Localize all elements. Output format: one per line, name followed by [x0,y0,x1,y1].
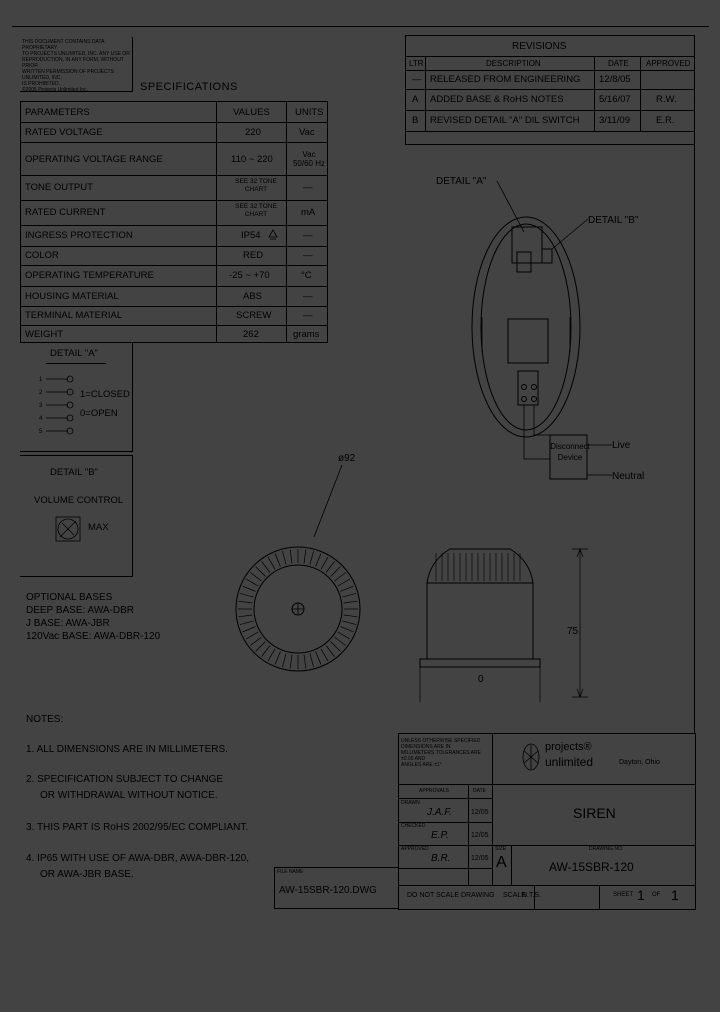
revisions-title: REVISIONS [512,41,567,52]
optional-base-item: 120Vac BASE: AWA-DBR-120 [26,631,161,642]
live-wire [534,405,612,445]
grille-slot [250,572,261,581]
revision-description: RELEASED FROM ENGINEERING [430,74,581,85]
revision-date: 3/11/09 [599,115,630,126]
grille-slot [342,593,356,597]
sheet-total: 1 [671,887,679,903]
grille-slot [246,632,258,639]
approval-name: E.P. [431,830,449,841]
spec-row-parameter: OPERATING VOLTAGE RANGE [25,154,163,165]
spec-row-unit: — [303,291,313,302]
spec-row-unit: grams [293,329,320,340]
approval-role: CHECKED [401,823,426,829]
spec-row-value: IP54 [241,230,261,241]
siren-side-base [420,659,540,667]
size-label: SIZE [495,846,507,852]
optional-base-item: J BASE: AWA-JBR [26,618,110,629]
switch-label: 3 [39,403,43,409]
note-item: OR WITHDRAWAL WITHOUT NOTICE. [40,790,218,801]
grille-slot [331,567,341,577]
grille-slot [331,642,341,652]
grille-slot [326,645,335,656]
grille-slot [334,572,345,581]
switch-label: 5 [39,429,43,435]
revisions-header-ltr: LTR [409,59,424,68]
size-value: A [496,854,507,871]
revisions-header-description: DESCRIPTION [486,59,541,68]
spec-row-unit: Vac 50/60 Hz [292,150,326,168]
width-label: 0 [478,674,484,685]
spec-row-value: SCREW [236,310,272,321]
grille-slot [239,615,253,617]
grille-slot [240,593,254,597]
copyright-line: REPRODUCTION, IN ANY FORM, WITHOUT PRIOR [22,57,124,69]
note-item: OR AWA-JBR BASE. [40,869,134,880]
spec-row-parameter: WEIGHT [25,329,63,340]
diameter-label: ø92 [338,453,356,464]
detail-b-leader [552,219,588,249]
detail-b-subtitle: VOLUME CONTROL [34,495,124,506]
note-item: 1. ALL DIMENSIONS ARE IN MILLIMETERS. [26,744,228,755]
height-label: 75 [567,626,579,637]
siren-drawings [12,27,709,913]
revision-ltr: B [412,115,419,126]
dip-switch-housing [542,249,552,263]
company-location: Dayton, Ohio [619,759,660,766]
copyright-line: THIS DOCUMENT CONTAINS DATA PROPRIETARY [22,39,105,51]
revision-date: 5/16/07 [599,94,631,105]
grille-slot [344,615,358,617]
tolerance-line: ANGLES ARE ±1° [401,762,442,768]
detail-a-leader [497,181,524,232]
notes-title: NOTES: [26,714,64,725]
spec-row-value: -25 ~ +70 [229,270,270,281]
detail-a-closed-label: 1=CLOSED [80,389,130,400]
revision-date: 12/8/05 [599,74,631,85]
switch-label: 2 [39,390,43,396]
grille-slot [275,554,280,567]
grille-slot [246,579,258,586]
grille-slot [250,637,261,646]
revisions-header-date: DATE [608,59,629,68]
grille-slot [261,561,270,572]
detail-b-max-label: MAX [88,522,109,533]
terminal-screw [522,385,527,390]
spec-row-value: 220 [245,127,261,138]
spec-header-parameter: PARAMETERS [25,107,90,118]
siren-side-top [427,549,533,583]
terminal-screw [522,397,527,402]
volume-control-knob [517,252,531,272]
spec-row-unit: — [303,250,313,261]
detail-b-callout: DETAIL "B" [588,215,639,226]
detail-a-callout: DETAIL "A" [436,176,487,187]
neutral-label: Neutral [612,471,645,482]
grille-slot [340,627,353,632]
revision-description: ADDED BASE & RoHS NOTES [430,94,564,105]
spec-row-parameter: RATED CURRENT [25,207,106,218]
grille-slot [282,551,286,565]
terminal-screw [532,385,537,390]
revisions-header-approved: APPROVED [646,59,691,68]
grille-slot [321,557,328,569]
spec-row-value: RED [243,250,264,261]
grille-slot [321,649,328,661]
grille-slot [316,651,321,664]
tolerance-line: UNLESS OTHERWISE SPECIFIED [401,738,481,744]
grille-slot [282,653,286,667]
grille-slot [326,561,335,572]
spec-row-value: SEE 32 TONE CHART [235,203,277,218]
siren-side-body [427,583,533,659]
height-dim [572,549,588,697]
spec-row-unit: — [303,230,313,241]
spec-row-unit: °C [301,270,312,281]
spec-row-unit: — [303,182,313,193]
live-label: Live [612,440,631,451]
of-label: OF [652,892,661,898]
approval-name: B.R. [431,853,451,864]
company-name-line2: unlimited [545,755,594,769]
copyright-line: IS PROHIBITED. [22,81,61,87]
grille-slot [290,550,292,564]
approval-role: APPROVED [401,846,429,852]
grille-slot [239,601,253,603]
drawing-title: SIREN [573,805,616,821]
grille-slot [240,621,254,625]
terminal-block [518,371,538,405]
drawing-sheet [12,26,709,913]
revision-approved: E.R. [656,115,675,126]
grille-slot [275,651,280,664]
approval-role: DRAWN [401,800,420,806]
spec-row-unit: — [303,310,313,321]
grille-slot [304,655,306,669]
file-name-value: AW-15SBR-120.DWG [279,885,377,896]
note-item: 2. SPECIFICATION SUBJECT TO CHANGE [26,774,224,785]
scale-value: N.T.S. [522,892,542,899]
grille-slot [243,586,256,591]
sheet-number: 1 [637,887,645,903]
grille-slot [261,645,270,656]
switch-label: 1 [39,377,43,383]
terminal-cover [508,319,548,363]
spec-header-value: VALUES [233,107,270,118]
copyright-line: ©2005 Projects Unlimited Inc. [22,87,88,93]
approval-date: 12/05 [471,809,489,816]
spec-row-parameter: HOUSING MATERIAL [25,291,119,302]
spec-row-value: ABS [243,291,263,302]
file-name-label: FILE NAME [277,869,304,875]
approvals-label: APPROVALS [419,788,449,794]
detail-a-title: DETAIL "A" [50,348,98,359]
approval-date: 12/05 [471,832,489,839]
spec-row-parameter: COLOR [25,250,59,261]
grille-slot [243,627,256,632]
diameter-leader [314,465,342,537]
approvals-date-label: DATE [473,788,486,794]
drawing-number: AW-15SBR-120 [549,860,634,874]
scale-label: SCALE [503,892,526,899]
sheet-label: SHEET [613,892,634,898]
grille-slot [338,579,350,586]
copyright-line: TO PROJECTS UNLIMITED, INC. ANY USE OR [22,51,130,57]
note-item: 3. THIS PART IS RoHS 2002/95/EC COMPLIANT. [26,822,249,833]
grille-slot [268,557,275,569]
grille-slot [290,655,292,669]
spec-row-value: 262 [243,329,259,340]
optional-bases-title: OPTIONAL BASES [26,592,113,603]
tolerance-line: MILLIMETERS TOLERANCES ARE ±0.05 AND [401,750,481,762]
grille-slot [342,621,356,625]
grille-slot [268,649,275,661]
side-ribs [436,553,520,581]
spec-row-value: 110 ~ 220 [231,154,273,165]
disconnect-device-label: Disconnect Device [550,442,590,462]
spec-row-parameter: OPERATING TEMPERATURE [25,270,154,281]
tolerance-line: DIMENSIONS ARE IN [401,744,451,750]
note-item: 4. IP65 WITH USE OF AWA-DBR, AWA-DBR-120, [26,853,250,864]
spec-row-unit: Vac [299,127,315,138]
spec-row-parameter: TONE OUTPUT [25,182,93,193]
spec-row-parameter: INGRESS PROTECTION [25,230,133,241]
grille-slot [256,642,266,652]
approval-date: 12/05 [471,855,489,862]
revision-ltr: A [412,94,419,105]
spec-row-parameter: TERMINAL MATERIAL [25,310,123,321]
spec-row-parameter: RATED VOLTAGE [25,127,103,138]
grille-slot [304,550,306,564]
grille-slot [334,637,345,646]
terminal-screw [532,397,537,402]
spec-header-unit: UNITS [295,107,324,118]
grille-slot [338,632,350,639]
specifications-title: SPECIFICATIONS [140,81,238,93]
siren-back-outer [472,217,580,437]
drawing-number-label: DRAWING NO. [589,846,624,852]
grille-slot [310,551,314,565]
revision-approved: R.W. [656,94,677,105]
grille-slot [340,586,353,591]
grille-slot [344,601,358,603]
do-not-scale-note: DO NOT SCALE DRAWING [407,892,495,899]
approval-name: J.A.F. [427,807,452,818]
spec-row-value: SEE 32 TONE CHART [235,178,277,193]
optional-base-item: DEEP BASE: AWA-DBR [26,605,134,616]
revision-ltr: — [412,74,422,85]
grille-slot [316,554,321,567]
copyright-line: WRITTEN PERMISSION OF PROJECTS UNLIMITED, INC. [22,69,114,81]
spec-row-unit: mA [301,207,316,218]
detail-b-title: DETAIL "B" [50,467,98,478]
revision-description: REVISED DETAIL "A" DIL SWITCH [430,115,580,126]
grille-slot [310,653,314,667]
detail-a-open-label: 0=OPEN [80,408,118,419]
company-name-line1: projects® [545,741,592,753]
grille-slot [256,567,266,577]
switch-label: 4 [39,416,43,422]
